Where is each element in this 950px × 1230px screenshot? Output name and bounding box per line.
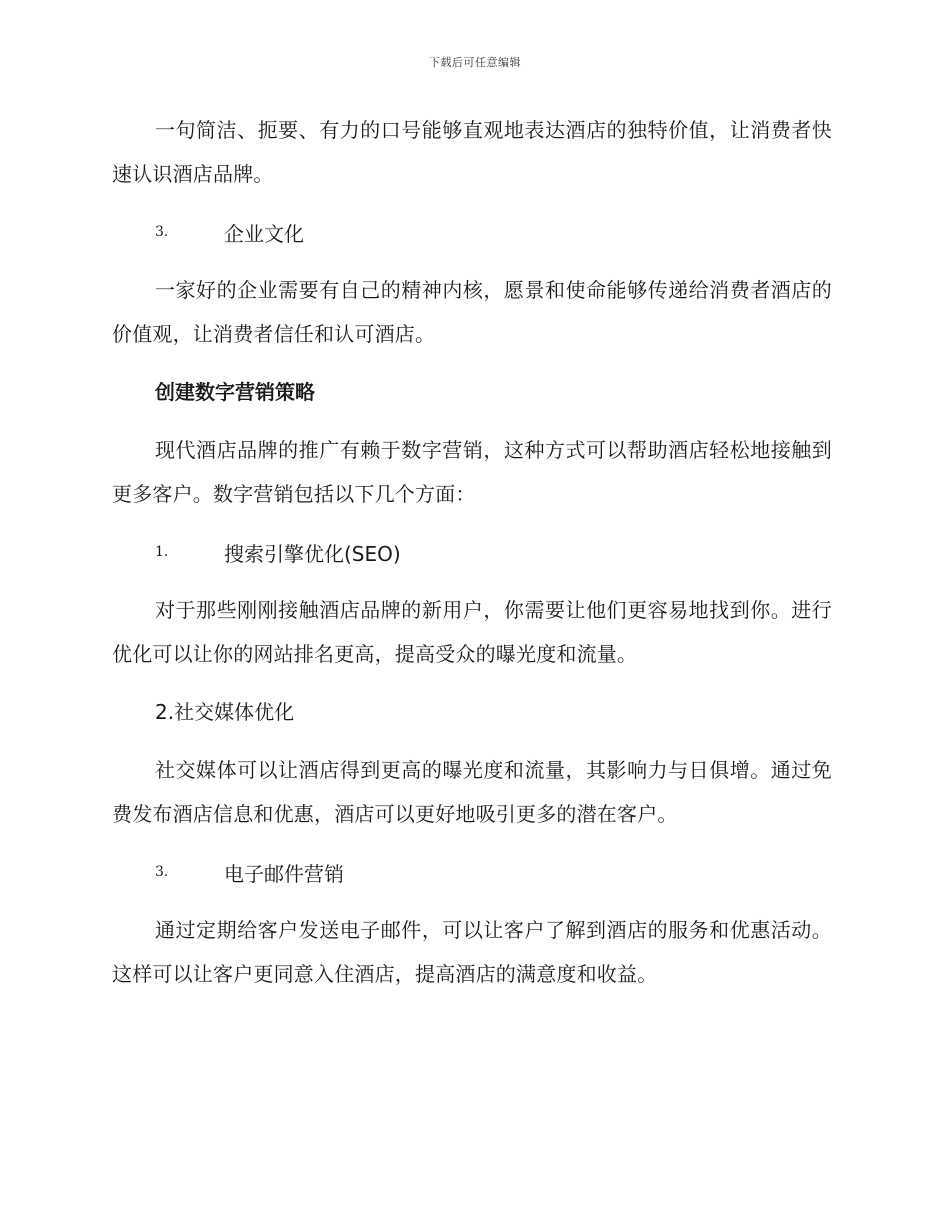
page-header: 下载后可任意编辑 [429,56,521,69]
paragraph-culture: 一家好的企业需要有自己的精神内核，愿景和使命能够传递给消费者酒店的价值观，让消费者信任和认可酒店。 [112,278,832,346]
paragraph-social-media: 社交媒体可以让酒店得到更高的曝光度和流量，其影响力与日俱增。通过免费发布酒店信息和优惠，酒店可以更好地吸引更多的潜在客户。 [112,758,832,826]
list-item-label: 搜索引擎优化(SEO) [224,541,401,566]
document-body [112,108,832,1010]
list-item-seo [112,530,832,574]
paragraph-digital-marketing: 现代酒店品牌的推广有赖于数字营销，这种方式可以帮助酒店轻松地接触到更多客户。数字营销包括以下几个方面： [112,438,832,506]
list-item-email-marketing [112,850,832,894]
paragraph-seo: 对于那些刚刚接触酒店品牌的新用户，你需要让他们更容易地找到你。进行优化可以让你的网站排名更高，提高受众的曝光度和流量。 [112,598,832,666]
list-item-label: 企业文化 [224,221,304,246]
section-heading: 创建数字营销策略 [155,380,315,404]
list-item-number: 3. [155,224,169,240]
list-item-number: 3. [155,864,169,880]
paragraph-email-marketing: 通过定期给客户发送电子邮件，可以让客户了解到酒店的服务和优惠活动。这样可以让客户更同意入住酒店，提高酒店的满意度和收益。 [112,918,832,986]
list-item-label: 电子邮件营销 [224,861,344,886]
list-item-corporate-culture [112,210,832,254]
paragraph-slogan: 一句简洁、扼要、有力的口号能够直观地表达酒店的独特价值，让消费者快速认识酒店品牌。 [112,118,832,186]
list-item-number: 1. [155,544,169,560]
list-item-social-media: 2.社交媒体优化 [155,700,295,724]
